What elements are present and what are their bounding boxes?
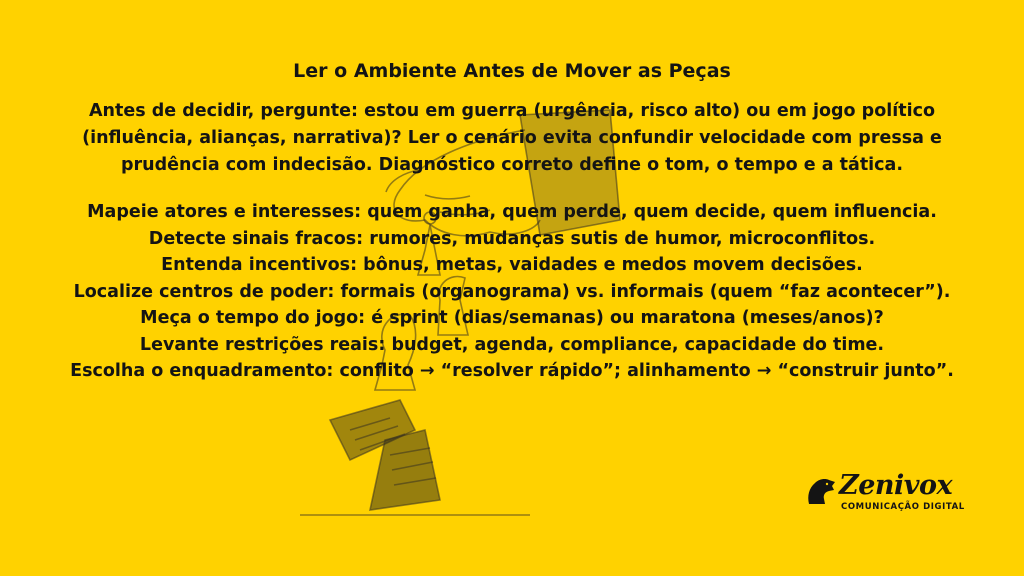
list-item: Levante restrições reais: budget, agenda, compliance, capacidade do time. [139,334,885,355]
brand-name: Zenivox [839,470,953,501]
item-list [20,199,1004,385]
list-item: Entenda incentivos: bônus, metas, vaidades e medos movem decisões. [161,255,863,275]
list-item: Mapeie atores e interesses: quem ganha, quem perde, quem decide, quem influencia. [87,202,937,222]
horse-head-icon [805,476,837,506]
list-item: Meça o tempo do jogo: é sprint (dias/semanas) ou maratona (meses/anos)? [140,308,884,328]
slide-title: Ler o Ambiente Antes de Mover as Peças [293,60,731,82]
list-item: Escolha o enquadramento: conflito → “resolver rápido”; alinhamento → “construir junto”. [70,361,954,381]
list-item: Detecte sinais fracos: rumores, mudanças sutis de humor, microconflitos. [148,228,876,249]
brand-logo [805,470,980,518]
slide-content [20,58,1004,385]
brand-tagline: COMUNICAÇÃO DIGITAL [841,502,965,512]
list-item: Localize centros de poder: formais (organograma) vs. informais (quem “faz acontecer”). [73,281,951,302]
intro-paragraph: Antes de decidir, pergunte: estou em guerra (urgência, risco alto) ou em jogo político (influência, alianças, narrativa)? Ler o cenário evita confundir velocidade com pressa e prudência com indecisão. Diagnóstico correto define o tom, o tempo e a tática. [82,101,942,175]
